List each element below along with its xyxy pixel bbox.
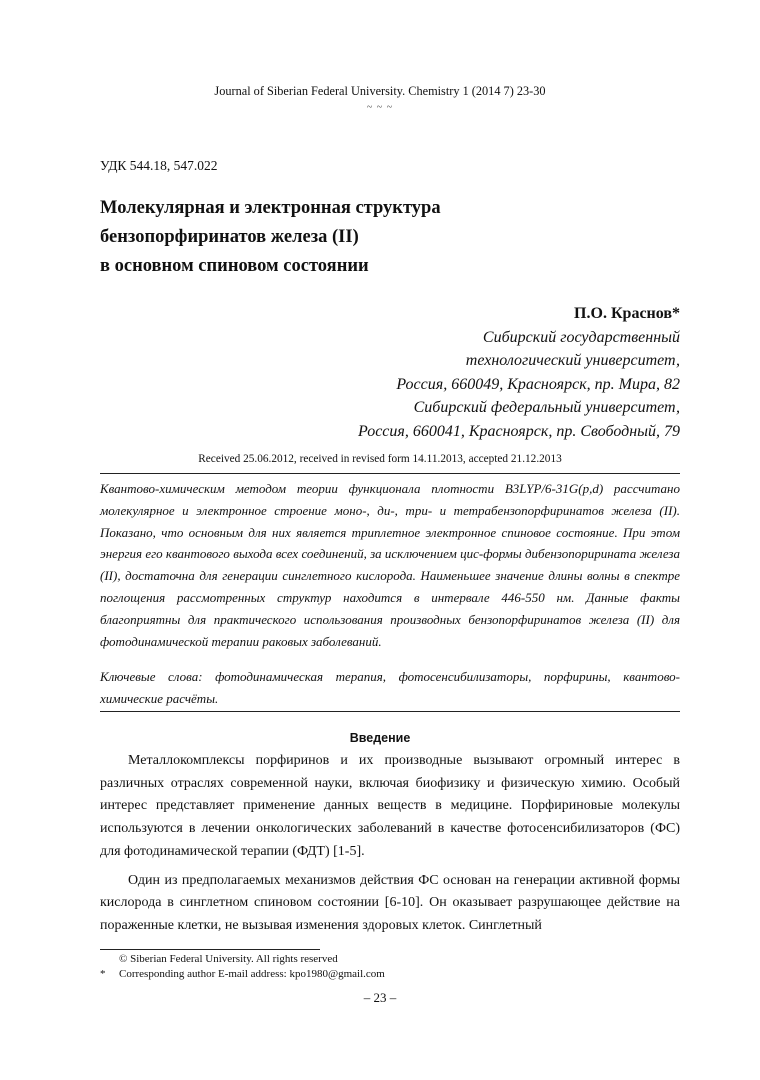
- footnotes: [100, 952, 385, 982]
- affiliation-line: технологический университет,: [465, 352, 680, 369]
- affiliation-line: Сибирский государственный: [482, 328, 680, 346]
- paragraph: Один из предполагаемых механизмов действия ФС основан на генерации активной формы кислорода в синглетном спиновом состоянии [6-10]. Он оказывает разрушающее действие на пораженные клетки, не вызывая изменения здоровых клеток. Синглетный: [100, 872, 680, 933]
- journal-header: Journal of Siberian Federal University. Chemistry 1 (2014 7) 23-30: [214, 84, 546, 98]
- copyright-text: © Siberian Federal University. All rights reserved: [119, 953, 338, 965]
- abstract: Квантово-химическим методом теории функционала плотности B3LYP/6-31G(p,d) рассчитано молекулярное и электронное строение моно-, ди-, три- и тетрабензопорфиринатов железа (II). Показано, что основным для них является триплетное электронное спиновое состояние. При этом энергия его квантового выхода всех соединений, за исключением цис-формы дибензопоририната железа (II), достаточна для генерации синглетного кислорода. Наименьшее значение длины волны в спектре поглощения рассмотренных структур находится в интервале 446-550 нм. Данные факты благоприятны для практического использования производных бензопорфиринатов железа (II) для фотодинамической терапии раковых заболеваний.: [100, 481, 680, 649]
- affiliation-line: Россия, 660041, Красноярск, пр. Свободный, 79: [358, 422, 680, 440]
- article-title: [100, 194, 660, 281]
- abstract-bottom-rule: [100, 711, 680, 712]
- affiliation-line: Россия, 660049, Красноярск, пр. Мира, 82: [396, 375, 680, 393]
- keywords: Ключевые слова: фотодинамическая терапия, фотосенсибилизаторы, порфирины, квантово-химические расчёты.: [100, 669, 680, 706]
- paragraph: Металлокомплексы порфиринов и их производные вызывают огромный интерес в различных отраслях современной науки, включая биофизику и физическую химию. Особый интерес представляет применение данных веществ в медицине. Порфириновые молекулы используются в лечении онкологических заболеваний в качестве фотосенсибилизаторов (ФС) для фотодинамической терапии (ФДТ) [1-5].: [100, 753, 680, 859]
- section-heading-introduction: Введение: [349, 731, 411, 745]
- received-dates: Received 25.06.2012, received in revised form 14.11.2013, accepted 21.12.2013: [198, 453, 562, 465]
- footnote-asterisk: *: [100, 968, 106, 980]
- footnote-corresponding: [100, 967, 385, 982]
- title-line: бензопорфиринатов железа (II): [100, 227, 359, 247]
- title-line: в основном спиновом состоянии: [100, 256, 369, 276]
- author-block: [358, 302, 680, 443]
- footnote-mark-empty: [100, 952, 119, 967]
- introduction-body: [100, 750, 680, 938]
- corresponding-text: Corresponding author E-mail address: kpo1980@gmail.com: [119, 968, 385, 980]
- footnote-copyright: [100, 952, 385, 967]
- title-line: Молекулярная и электронная структура: [100, 198, 441, 218]
- udk-code: УДК 544.18, 547.022: [100, 158, 218, 173]
- page-number: – 23 –: [363, 990, 397, 1005]
- abstract-top-rule: [100, 473, 680, 474]
- affiliation-line: Сибирский федеральный университет,: [413, 399, 680, 416]
- author-name: П.О. Краснов*: [574, 305, 680, 322]
- header-separator: ~ ~ ~: [366, 102, 394, 113]
- footnote-rule: [100, 949, 320, 950]
